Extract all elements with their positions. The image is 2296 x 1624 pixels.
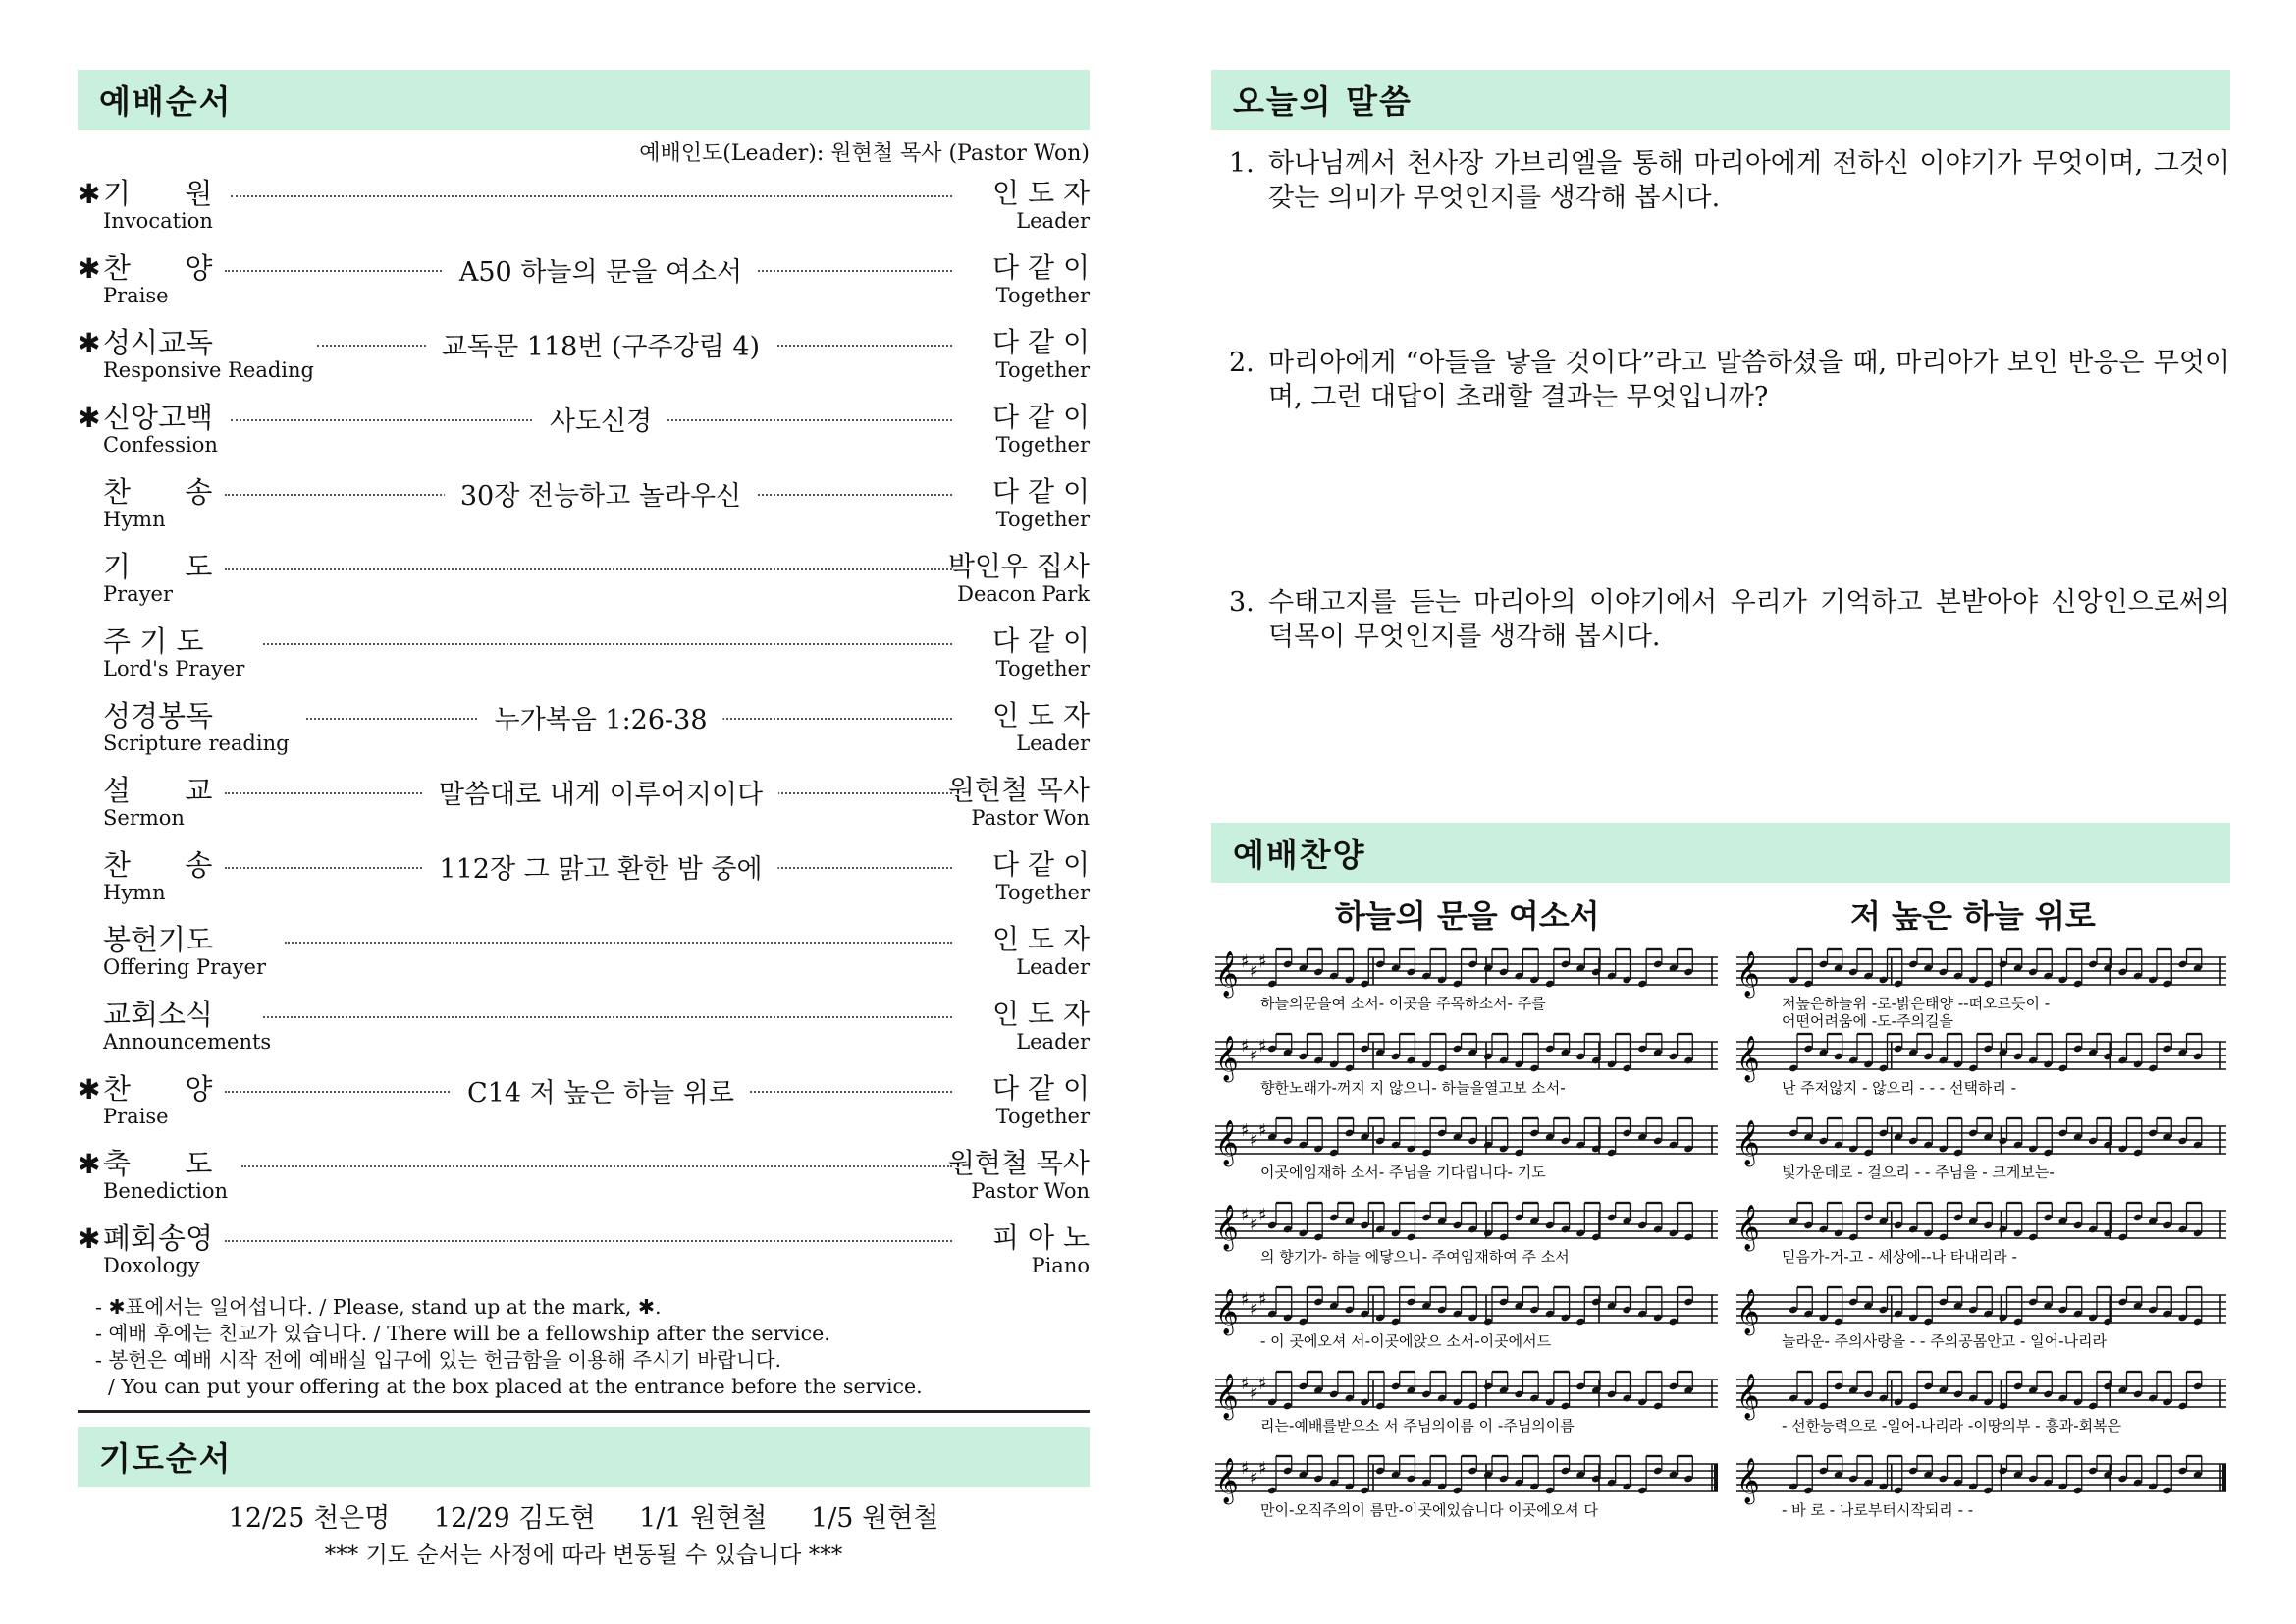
order-item-presider-english: Together bbox=[995, 657, 1090, 680]
order-item-english: Sermon bbox=[103, 806, 185, 830]
order-item bbox=[78, 545, 1090, 620]
lyrics-line: - 바 로 - 나로부터시작되리 - - bbox=[1782, 1501, 1974, 1519]
treble-clef-icon: 𝄞 bbox=[1215, 1458, 1239, 1503]
order-item-presider-english: Piano bbox=[1031, 1254, 1090, 1277]
treble-clef-icon: 𝄞 bbox=[1736, 1289, 1760, 1334]
order-item-detail: 교독문 118번 (구주강림 4) bbox=[426, 325, 775, 363]
order-item bbox=[78, 769, 1090, 843]
staff-system bbox=[1215, 1203, 1718, 1266]
lyrics-line: 향한노래가-꺼지 지 않으니- 하늘을열고보 소서- bbox=[1260, 1079, 1566, 1097]
order-item-title bbox=[78, 396, 213, 436]
right-sheet-music bbox=[1733, 938, 2230, 1566]
order-item-title bbox=[78, 172, 212, 212]
prayer-schedule bbox=[78, 1496, 1090, 1535]
sharp-icon: ♯ bbox=[1258, 1120, 1267, 1141]
staff-system bbox=[1736, 1034, 2226, 1097]
lyrics-line: 어떤어려움에 -도-주의길을 bbox=[1782, 1012, 1953, 1030]
standing-mark-icon: ✱ bbox=[78, 252, 101, 285]
sharp-icon: ♯ bbox=[1258, 951, 1267, 972]
order-item bbox=[78, 246, 1090, 321]
left-sheet-music bbox=[1211, 938, 1722, 1566]
treble-clef-icon: 𝄞 bbox=[1215, 1289, 1239, 1334]
leader-dots bbox=[285, 942, 952, 944]
treble-clef-icon: 𝄞 bbox=[1215, 1205, 1239, 1250]
order-item-presider-english: Leader bbox=[1016, 1030, 1090, 1054]
leader-dots bbox=[225, 568, 952, 570]
prayer-entry: 1/5 원현철 bbox=[811, 1503, 939, 1534]
prayer-note: *** 기도 순서는 사정에 따라 변동될 수 있습니다 *** bbox=[324, 1543, 843, 1568]
worship-notes bbox=[95, 1294, 923, 1400]
order-item-title bbox=[78, 769, 212, 809]
order-item-presider: 다 같 이 bbox=[992, 401, 1090, 433]
order-item-presider: 인 도 자 bbox=[992, 998, 1090, 1030]
order-item-title bbox=[78, 246, 212, 287]
sharp-icon: ♯ bbox=[1250, 961, 1258, 982]
lyrics-line: - 선한능력으로 -일어-나리라 -이땅의부 - 흥과-회복은 bbox=[1782, 1417, 2122, 1435]
lyrics-line: 의 향기가- 하늘 에닿으니- 주여임재하여 주 소서 bbox=[1260, 1248, 1570, 1266]
order-item-presider-english: Leader bbox=[1016, 209, 1090, 233]
leader-dots bbox=[263, 643, 952, 645]
order-item-detail: 사도신경 bbox=[534, 400, 667, 438]
order-item-english: Praise bbox=[103, 1105, 169, 1128]
order-item-title bbox=[78, 993, 213, 1033]
leader-dots bbox=[231, 195, 952, 197]
order-item bbox=[78, 1217, 1090, 1291]
sharp-icon: ♯ bbox=[1241, 1374, 1250, 1394]
order-item-presider-english: Together bbox=[995, 508, 1090, 531]
order-item bbox=[78, 620, 1090, 694]
sharp-icon: ♯ bbox=[1250, 1468, 1258, 1489]
order-item-title bbox=[78, 321, 213, 361]
order-item bbox=[78, 918, 1090, 993]
staff-system bbox=[1215, 1287, 1718, 1350]
worship-leader: 예배인도(Leader): 원현철 목사 (Pastor Won) bbox=[639, 141, 1090, 166]
sharp-icon: ♯ bbox=[1241, 1289, 1250, 1310]
order-item-presider-english: Together bbox=[995, 881, 1090, 904]
prayer-entry: 1/1 원현철 bbox=[639, 1503, 768, 1534]
worship-songs-header: 예배찬양 bbox=[1211, 823, 2230, 883]
order-item-presider-english: Leader bbox=[1016, 731, 1090, 755]
order-item-presider: 다 같 이 bbox=[992, 1072, 1090, 1105]
lyrics-line: 리는-예배를받으소 서 주님의이름 이 -주님의이름 bbox=[1260, 1417, 1575, 1435]
order-item-presider-english: Pastor Won bbox=[971, 806, 1090, 830]
order-item-detail: 말씀대로 내게 이루어지이다 bbox=[423, 773, 778, 811]
order-item-korean: 기 도 bbox=[103, 550, 213, 583]
order-item-english: Prayer bbox=[103, 582, 174, 606]
order-item-korean: 찬 양 bbox=[103, 251, 213, 285]
order-item-korean: 교회소식 bbox=[103, 998, 214, 1031]
sharp-icon: ♯ bbox=[1258, 1374, 1267, 1394]
order-item bbox=[78, 843, 1090, 918]
order-item-korean: 주 기 도 bbox=[103, 624, 204, 658]
question-1 bbox=[1229, 146, 2230, 215]
lyrics-line: 만이-오직주의이 름만-이곳에있습니다 이곳에오셔 다 bbox=[1260, 1501, 1598, 1519]
sharp-icon: ♯ bbox=[1250, 1299, 1258, 1320]
note-line: / You can put your offering at the box placed at the entrance before the service. bbox=[95, 1375, 923, 1398]
order-item-title bbox=[78, 1217, 213, 1257]
sharp-icon: ♯ bbox=[1258, 1458, 1267, 1479]
lyrics-line: 난 주저않지 - 않으리 - - - 선택하리 - bbox=[1782, 1079, 2017, 1097]
order-item-detail: C14 저 높은 하늘 위로 bbox=[452, 1071, 750, 1110]
order-item-presider: 원현철 목사 bbox=[947, 1147, 1090, 1179]
staff-system bbox=[1215, 1372, 1718, 1435]
order-item-presider: 인 도 자 bbox=[992, 699, 1090, 731]
order-item-english: Scripture reading bbox=[103, 731, 290, 755]
order-item-presider-english: Together bbox=[995, 358, 1090, 382]
staff-system bbox=[1215, 1456, 1718, 1519]
order-item-korean: 축 도 bbox=[103, 1147, 213, 1180]
treble-clef-icon: 𝄞 bbox=[1215, 1120, 1239, 1165]
prayer-entry: 12/29 김도현 bbox=[433, 1503, 596, 1534]
standing-mark-icon: ✱ bbox=[78, 327, 101, 359]
order-item bbox=[78, 694, 1090, 769]
order-item-presider: 박인우 집사 bbox=[947, 550, 1090, 582]
lyrics-line: 믿음가-거-고 - 세상에--나 타내리라 - bbox=[1782, 1248, 2017, 1266]
worship-order-header: 예배순서 bbox=[78, 70, 1090, 130]
staff-system bbox=[1215, 1118, 1718, 1181]
order-item-detail: 112장 그 맑고 환한 밤 중에 bbox=[423, 847, 777, 886]
question-text: 수태고지를 듣는 마리아의 이야기에서 우리가 기억하고 본받아야 신앙인으로써의 덕목이 무엇인지를 생각해 봅시다. bbox=[1268, 587, 2230, 652]
sharp-icon: ♯ bbox=[1250, 1215, 1258, 1235]
staff-system bbox=[1736, 1456, 2226, 1519]
treble-clef-icon: 𝄞 bbox=[1736, 1458, 1760, 1503]
order-item-title bbox=[78, 1067, 212, 1108]
order-item-english: Responsive Reading bbox=[103, 358, 314, 382]
lyrics-line: 빛가운데로 - 걸으리 - - 주님을 - 크게보는- bbox=[1782, 1164, 2055, 1181]
right-song-title: 저 높은 하늘 위로 bbox=[1850, 897, 2096, 935]
order-item-detail: 누가복음 1:26-38 bbox=[478, 698, 722, 736]
order-item-title bbox=[78, 620, 203, 660]
question-text: 마리아에게 “아들을 낳을 것이다”라고 말씀하셨을 때, 마리아가 보인 반응은 무엇이며, 그런 대답이 초래할 결과는 무엇입니까? bbox=[1268, 348, 2230, 412]
lyrics-line: 놀라운- 주의사랑을 - - 주의공몸안고 - 일어-나리라 bbox=[1782, 1332, 2107, 1350]
sharp-icon: ♯ bbox=[1241, 1458, 1250, 1479]
sharp-icon: ♯ bbox=[1258, 1289, 1267, 1310]
lyrics-line: 이곳에임재하 소서- 주님을 기다립니다- 기도 bbox=[1260, 1164, 1546, 1181]
order-item-detail: A50 하늘의 문을 여소서 bbox=[444, 250, 758, 289]
order-item-presider: 다 같 이 bbox=[992, 251, 1090, 284]
todays-word-header: 오늘의 말씀 bbox=[1211, 70, 2230, 130]
sharp-icon: ♯ bbox=[1241, 1120, 1250, 1141]
sharp-icon: ♯ bbox=[1241, 1036, 1250, 1056]
question-number: 2. bbox=[1229, 348, 1255, 378]
sharp-icon: ♯ bbox=[1241, 951, 1250, 972]
question-number: 3. bbox=[1229, 587, 1255, 618]
sharp-icon: ♯ bbox=[1241, 1205, 1250, 1225]
note-line: - 봉헌은 예배 시작 전에 예배실 입구에 있는 헌금함을 이용해 주시기 바랍니다. bbox=[95, 1348, 782, 1372]
order-item-english: Praise bbox=[103, 284, 169, 307]
order-item bbox=[78, 321, 1090, 396]
order-item bbox=[78, 1142, 1090, 1217]
staff-system bbox=[1736, 1118, 2226, 1181]
staff-system bbox=[1736, 1203, 2226, 1266]
sharp-icon: ♯ bbox=[1250, 1046, 1258, 1066]
question-3 bbox=[1229, 585, 2230, 654]
staff-system bbox=[1736, 1287, 2226, 1350]
order-item-presider-english: Together bbox=[995, 1105, 1090, 1128]
prayer-order-header: 기도순서 bbox=[78, 1427, 1090, 1487]
standing-mark-icon: ✱ bbox=[78, 402, 101, 434]
order-item-korean: 설 교 bbox=[103, 774, 213, 807]
treble-clef-icon: 𝄞 bbox=[1215, 1374, 1239, 1419]
treble-clef-icon: 𝄞 bbox=[1736, 1374, 1760, 1419]
order-item-presider: 다 같 이 bbox=[992, 624, 1090, 657]
sharp-icon: ♯ bbox=[1250, 1130, 1258, 1151]
treble-clef-icon: 𝄞 bbox=[1215, 951, 1239, 997]
note-line: - 예배 후에는 친교가 있습니다. / There will be a fellowship after the service. bbox=[95, 1322, 830, 1345]
order-item bbox=[78, 396, 1090, 470]
order-item-english: Lord's Prayer bbox=[103, 657, 245, 680]
sharp-icon: ♯ bbox=[1258, 1205, 1267, 1225]
question-2 bbox=[1229, 346, 2230, 414]
order-item bbox=[78, 1067, 1090, 1142]
order-item-english: Announcements bbox=[103, 1030, 272, 1054]
order-item-presider: 인 도 자 bbox=[992, 177, 1090, 209]
order-item-title bbox=[78, 843, 212, 884]
order-item-presider-english: Leader bbox=[1016, 955, 1090, 979]
order-item-title bbox=[78, 1142, 212, 1182]
staff-system bbox=[1736, 1372, 2226, 1435]
sharp-icon: ♯ bbox=[1258, 1036, 1267, 1056]
standing-mark-icon: ✱ bbox=[78, 1148, 101, 1180]
lyrics-line: 저높은하늘위 -로-밝은태양 --떠오르듯이 - bbox=[1782, 995, 2051, 1012]
order-item-presider: 다 같 이 bbox=[992, 848, 1090, 881]
order-item-title bbox=[78, 694, 213, 734]
leader-dots bbox=[263, 1016, 952, 1018]
order-item-presider-english: Together bbox=[995, 433, 1090, 457]
lyrics-line: - 이 곳에오셔 서-이곳에앉으 소서-이곳에서드 bbox=[1260, 1332, 1552, 1350]
order-item-presider-english: Deacon Park bbox=[957, 582, 1090, 606]
question-number: 1. bbox=[1229, 148, 1255, 179]
order-item-presider: 원현철 목사 bbox=[947, 774, 1090, 806]
order-item-korean: 신앙고백 bbox=[103, 401, 214, 434]
staff-system bbox=[1215, 1034, 1718, 1097]
order-item-english: Hymn bbox=[103, 508, 166, 531]
treble-clef-icon: 𝄞 bbox=[1736, 1036, 1760, 1081]
order-item-presider-english: Together bbox=[995, 284, 1090, 307]
order-item-korean: 기 원 bbox=[103, 177, 213, 210]
treble-clef-icon: 𝄞 bbox=[1736, 951, 1760, 997]
order-item-korean: 찬 송 bbox=[103, 475, 213, 509]
order-item-title bbox=[78, 545, 212, 585]
staff-system bbox=[1736, 949, 2226, 1030]
order-item-english: Benediction bbox=[103, 1179, 229, 1203]
order-item-title bbox=[78, 470, 212, 511]
order-item-english: Hymn bbox=[103, 881, 166, 904]
standing-mark-icon: ✱ bbox=[78, 1073, 101, 1106]
order-item-presider-english: Pastor Won bbox=[971, 1179, 1090, 1203]
order-item-korean: 성경봉독 bbox=[103, 699, 214, 732]
order-item-english: Offering Prayer bbox=[103, 955, 266, 979]
treble-clef-icon: 𝄞 bbox=[1736, 1120, 1760, 1165]
order-item-english: Doxology bbox=[103, 1254, 200, 1277]
lyrics-line: 하늘의문을여 소서- 이곳을 주목하소서- 주를 bbox=[1260, 995, 1546, 1012]
leader-dots bbox=[241, 1165, 952, 1167]
standing-mark-icon: ✱ bbox=[78, 1222, 101, 1255]
sharp-icon: ♯ bbox=[1250, 1383, 1258, 1404]
order-item bbox=[78, 470, 1090, 545]
order-item-presider: 다 같 이 bbox=[992, 475, 1090, 508]
note-line: - ✱표에서는 일어섭니다. / Please, stand up at the mark, ✱. bbox=[95, 1295, 662, 1319]
order-item-presider: 다 같 이 bbox=[992, 326, 1090, 358]
order-item-english: Confession bbox=[103, 433, 218, 457]
order-item-title bbox=[78, 918, 213, 958]
divider bbox=[78, 1410, 1090, 1413]
left-song-title: 하늘의 문을 여소서 bbox=[1335, 897, 1600, 935]
order-item-korean: 찬 양 bbox=[103, 1072, 213, 1106]
treble-clef-icon: 𝄞 bbox=[1736, 1205, 1760, 1250]
order-item bbox=[78, 993, 1090, 1067]
order-item bbox=[78, 172, 1090, 246]
order-item-korean: 찬 송 bbox=[103, 848, 213, 882]
treble-clef-icon: 𝄞 bbox=[1215, 1036, 1239, 1081]
order-item-presider: 피 아 노 bbox=[992, 1221, 1090, 1254]
order-item-english: Invocation bbox=[103, 209, 213, 233]
staff-system bbox=[1215, 949, 1718, 1012]
order-item-presider: 인 도 자 bbox=[992, 923, 1090, 955]
question-text: 하나님께서 천사장 가브리엘을 통해 마리아에게 전하신 이야기가 무엇이며, 그것이 갖는 의미가 무엇인지를 생각해 봅시다. bbox=[1268, 148, 2230, 213]
prayer-entry: 12/25 천은명 bbox=[228, 1503, 391, 1534]
order-item-korean: 폐회송영 bbox=[103, 1221, 214, 1255]
standing-mark-icon: ✱ bbox=[78, 178, 101, 210]
order-item-detail: 30장 전능하고 놀라우신 bbox=[445, 474, 757, 513]
order-item-korean: 성시교독 bbox=[103, 326, 214, 359]
order-item-korean: 봉헌기도 bbox=[103, 923, 214, 956]
leader-dots bbox=[225, 1240, 952, 1242]
